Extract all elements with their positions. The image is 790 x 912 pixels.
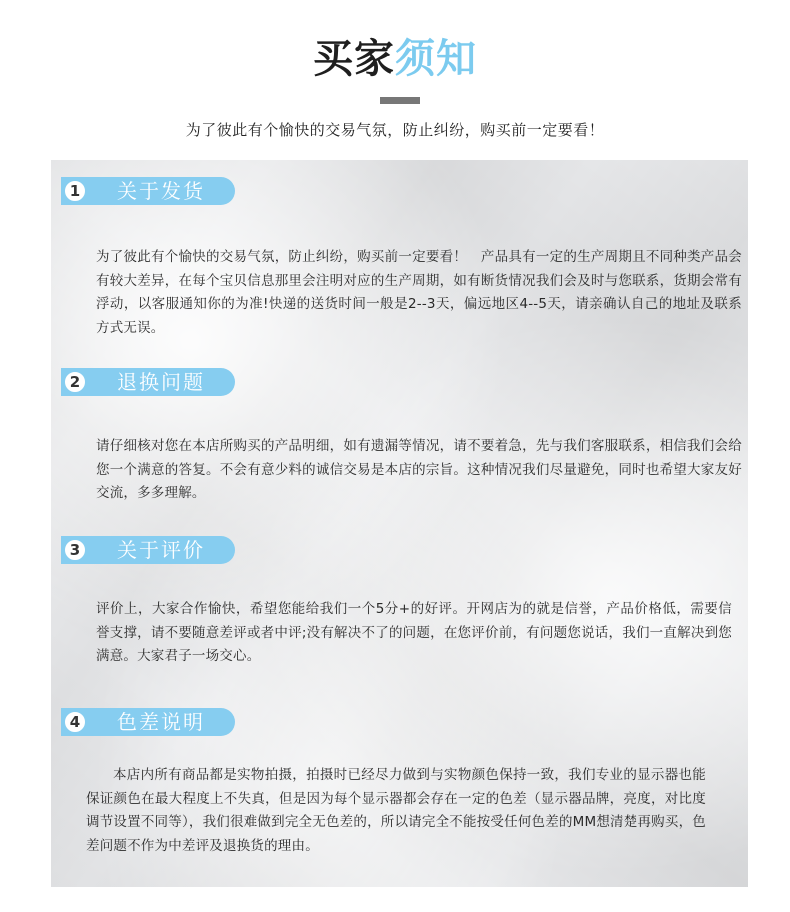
section-heading-label: 关于评价	[117, 538, 205, 562]
section-heading-label: 关于发货	[117, 179, 205, 203]
section-heading-label: 退换问题	[117, 370, 205, 394]
page-subtitle: 为了彼此有个愉快的交易气氛，防止纠纷，购买前一定要看！	[185, 121, 605, 139]
section-number-badge: 2	[63, 370, 87, 394]
section-heading-color-difference	[61, 708, 235, 736]
section-heading-label: 色差说明	[117, 710, 205, 734]
section-number-badge: 1	[63, 179, 87, 203]
section-heading-reviews	[61, 536, 235, 564]
section-heading-shipping	[61, 177, 235, 205]
section-text-shipping: 为了彼此有个愉快的交易气氛，防止纠纷，购买前一定要看！ 产品具有一定的生产周期且不同种类产品会有较大差异，在每个宝贝信息那里会注明对应的生产周期，如有断货情况我们会及时与您联系，货期会常有浮动，以客服通知你的为准!快递的送货时间一般是2--3天，偏远地区4--5天，请亲确认自己的地址及联系方式无误。	[96, 249, 742, 336]
section-text-color-difference: 本店内所有商品都是实物拍摄，拍摄时已经尽力做到与实物颜色保持一致，我们专业的显示器也能保证颜色在最大程度上不失真，但是因为每个显示器都会存在一定的色差（显示器品牌，亮度，对比度调节设置不同等），我们很难做到完全无色差的，所以请完全不能按受任何色差的MM想清楚再购买，色差问题不作为中差评及退换货的理由。	[86, 767, 706, 854]
section-heading-returns	[61, 368, 235, 396]
section-text-returns: 请仔细核对您在本店所购买的产品明细，如有遗漏等情况，请不要着急，先与我们客服联系，相信我们会给您一个满意的答复。不会有意少料的诚信交易是本店的宗旨。这种情况我们尽量避免，同时也希望大家友好交流，多多理解。	[96, 438, 742, 502]
title-divider	[380, 97, 420, 104]
page-title-part1: 买家	[313, 36, 395, 82]
page-title	[0, 33, 790, 85]
section-text-reviews: 评价上，大家合作愉快，希望您能给我们一个5分+的好评。开网店为的就是信誉，产品价格低，需要信誉支撑，请不要随意差评或者中评;没有解决不了的问题，在您评价前，有问题您说话，我们一直解决到您满意。大家君子一场交心。	[96, 601, 732, 665]
page-title-part2: 须知	[395, 36, 477, 82]
section-number-badge: 3	[63, 538, 87, 562]
section-number-badge: 4	[63, 710, 87, 734]
